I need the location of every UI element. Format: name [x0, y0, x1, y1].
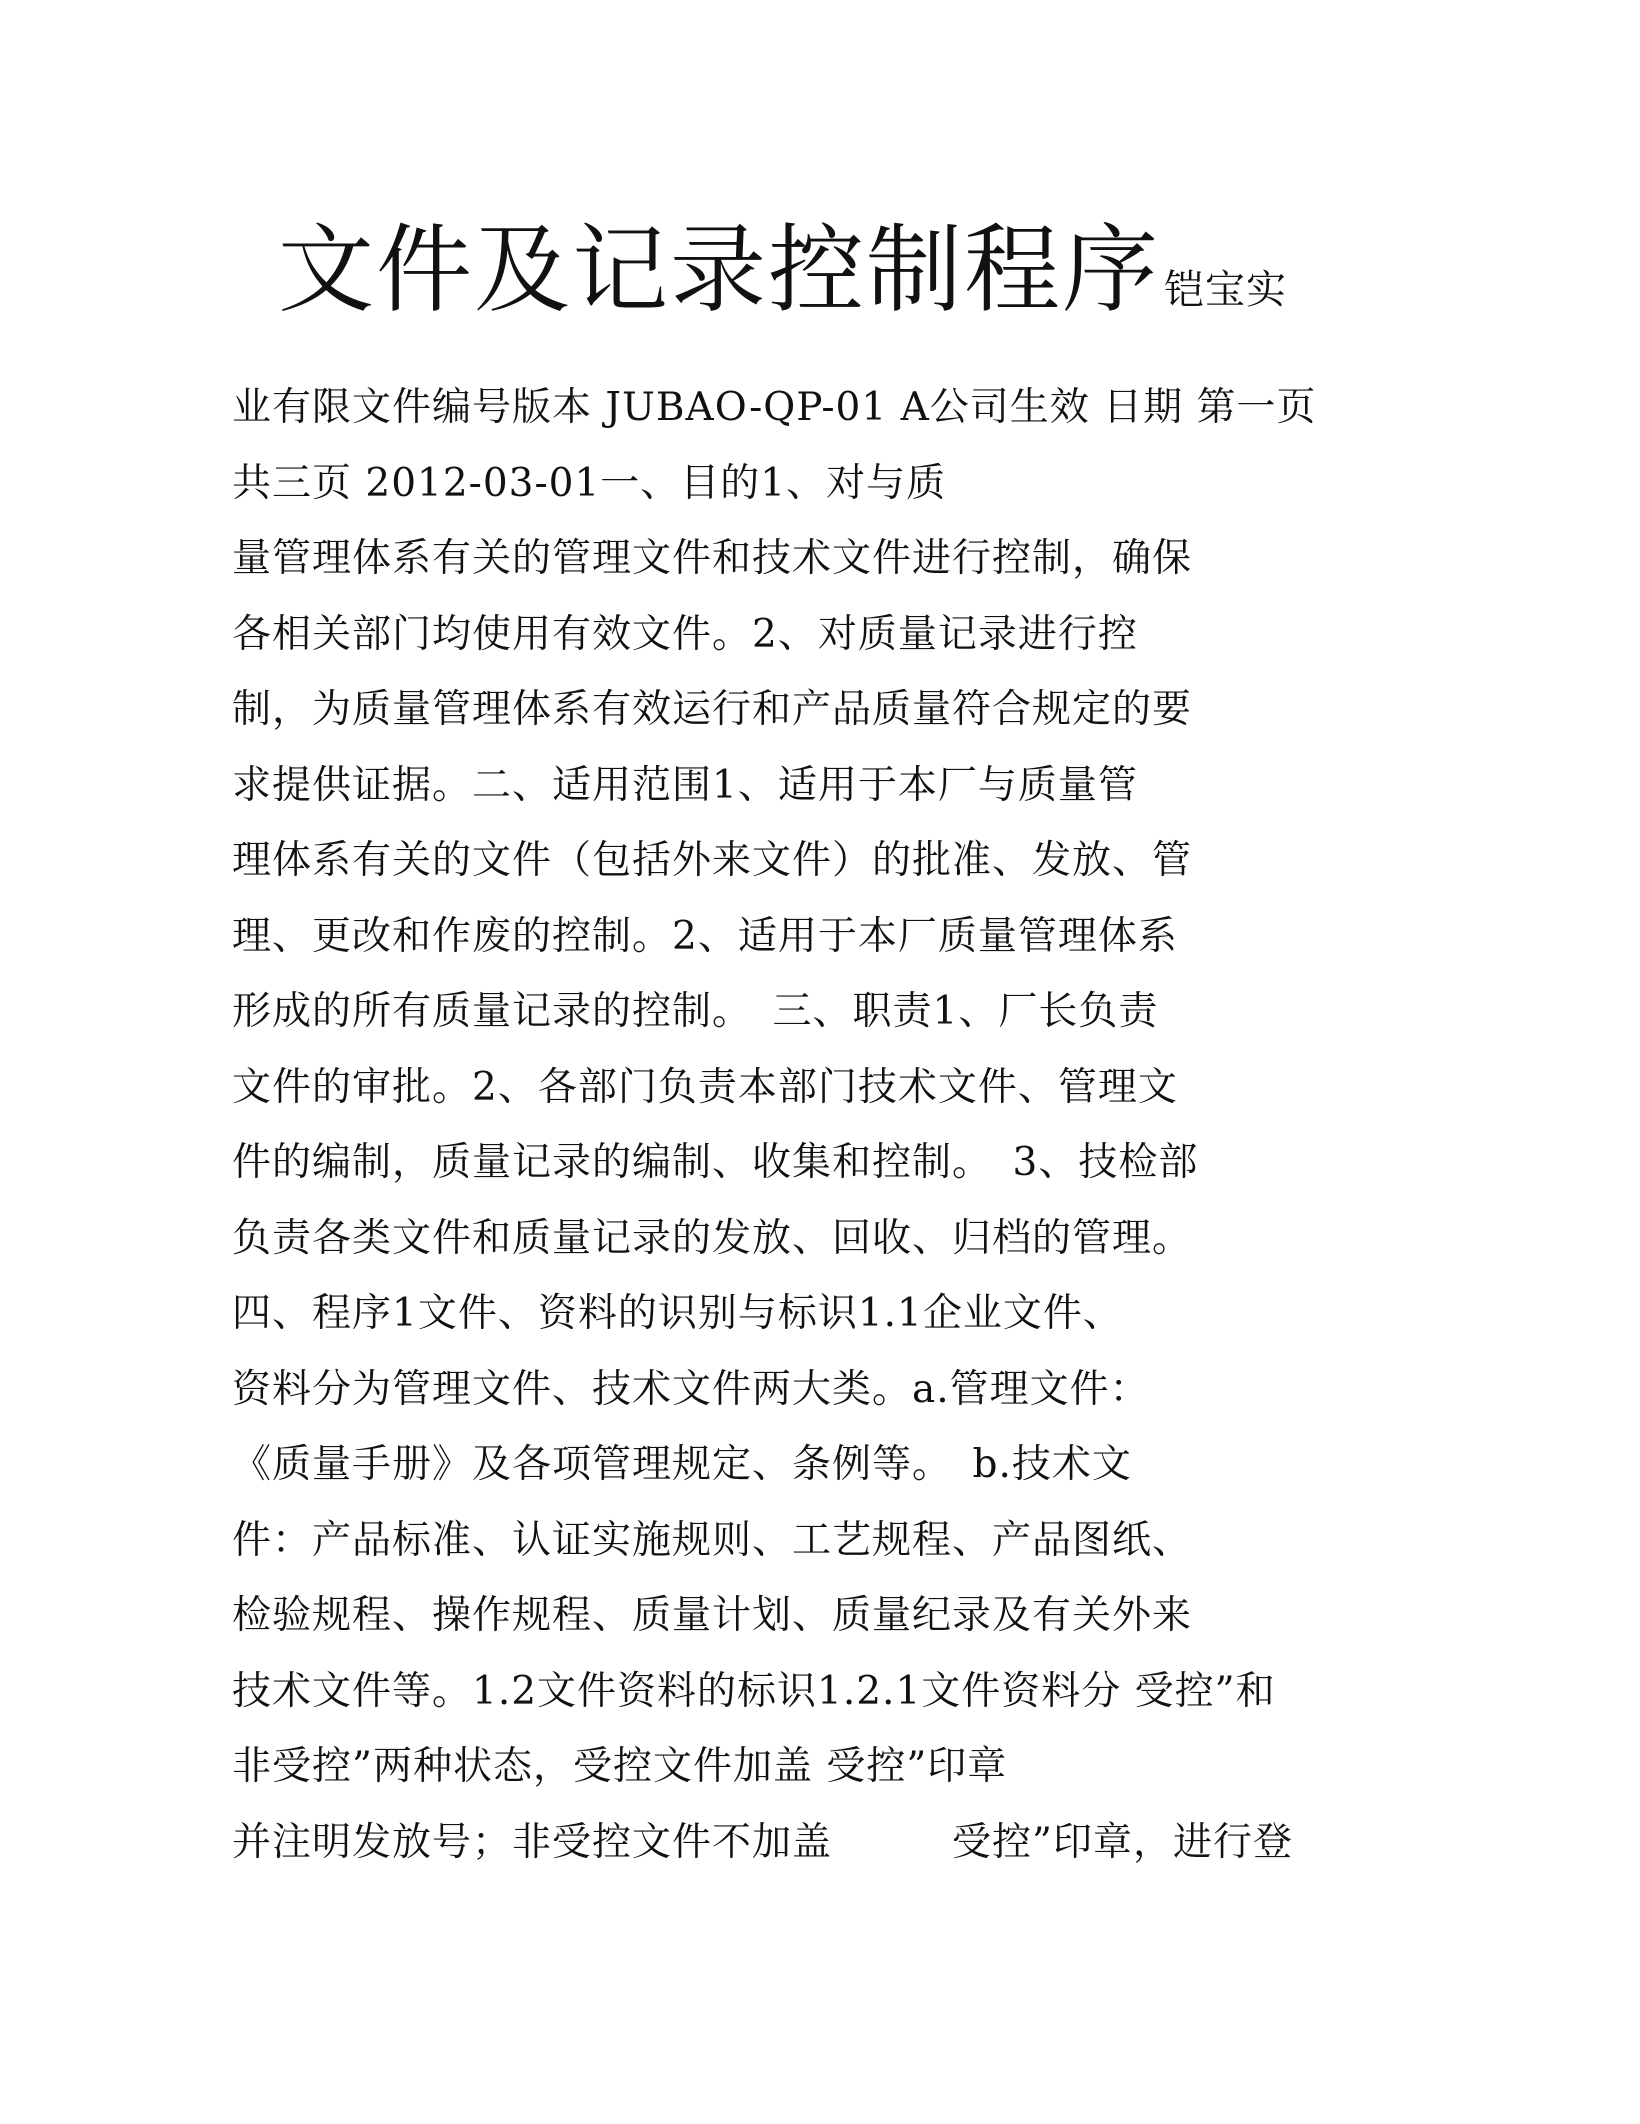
text-line: 形成的所有质量记录的控制。 三、职责1、厂长负责 [232, 989, 1159, 1034]
text-line: 非受控”两种状态，受控文件加盖 受控”印章 [232, 1744, 1008, 1789]
text-line: 《质量手册》及各项管理规定、条例等。 b.技术文 [232, 1442, 1132, 1487]
text-line: 共三页 2012-03-01一、目的1、对与质 [232, 460, 947, 506]
text-line: 业有限文件编号版本 JUBAO-QP-01 A公司生效 日期 第一页 [232, 385, 1317, 430]
body-text [232, 370, 1412, 1880]
text-line: 文件的审批。2、各部门负责本部门技术文件、管理文 [232, 1064, 1178, 1110]
text-line: 各相关部门均使用有效文件。2、对质量记录进行控 [232, 611, 1138, 657]
text-line: 四、程序1文件、资料的识别与标识1.1企业文件、 [232, 1291, 1123, 1336]
text-line: 理体系有关的文件（包括外来文件）的批准、发放、管 [232, 838, 1193, 883]
text-line: 量管理体系有关的管理文件和技术文件进行控制，确保 [232, 536, 1193, 581]
text-line: 求提供证据。二、适用范围1、适用于本厂与质量管 [232, 762, 1138, 808]
text-line: 件的编制，质量记录的编制、收集和控制。 3、技检部 [232, 1140, 1199, 1185]
text-line: 制，为质量管理体系有效运行和产品质量符合规定的要 [232, 687, 1193, 732]
title-row [278, 214, 1287, 326]
text-line: 件：产品标准、认证实施规则、工艺规程、产品图纸、 [232, 1517, 1193, 1563]
text-line: 负责各类文件和质量记录的发放、回收、归档的管理。 [232, 1215, 1193, 1261]
document-title: 文件及记录控制程序 [278, 214, 1160, 326]
text-line: 检验规程、操作规程、质量计划、质量纪录及有关外来 [232, 1593, 1193, 1638]
text-line: 资料分为管理文件、技术文件两大类。a.管理文件： [232, 1366, 1150, 1412]
text-line: 技术文件等。1.2文件资料的标识1.2.1文件资料分 受控”和 [232, 1668, 1276, 1714]
text-line: 并注明发放号；非受控文件不加盖 受控”印章，进行登 [232, 1819, 1293, 1865]
text-line: 理、更改和作废的控制。2、适用于本厂质量管理体系 [232, 913, 1178, 959]
title-continuation: 铠宝实 [1164, 267, 1287, 313]
